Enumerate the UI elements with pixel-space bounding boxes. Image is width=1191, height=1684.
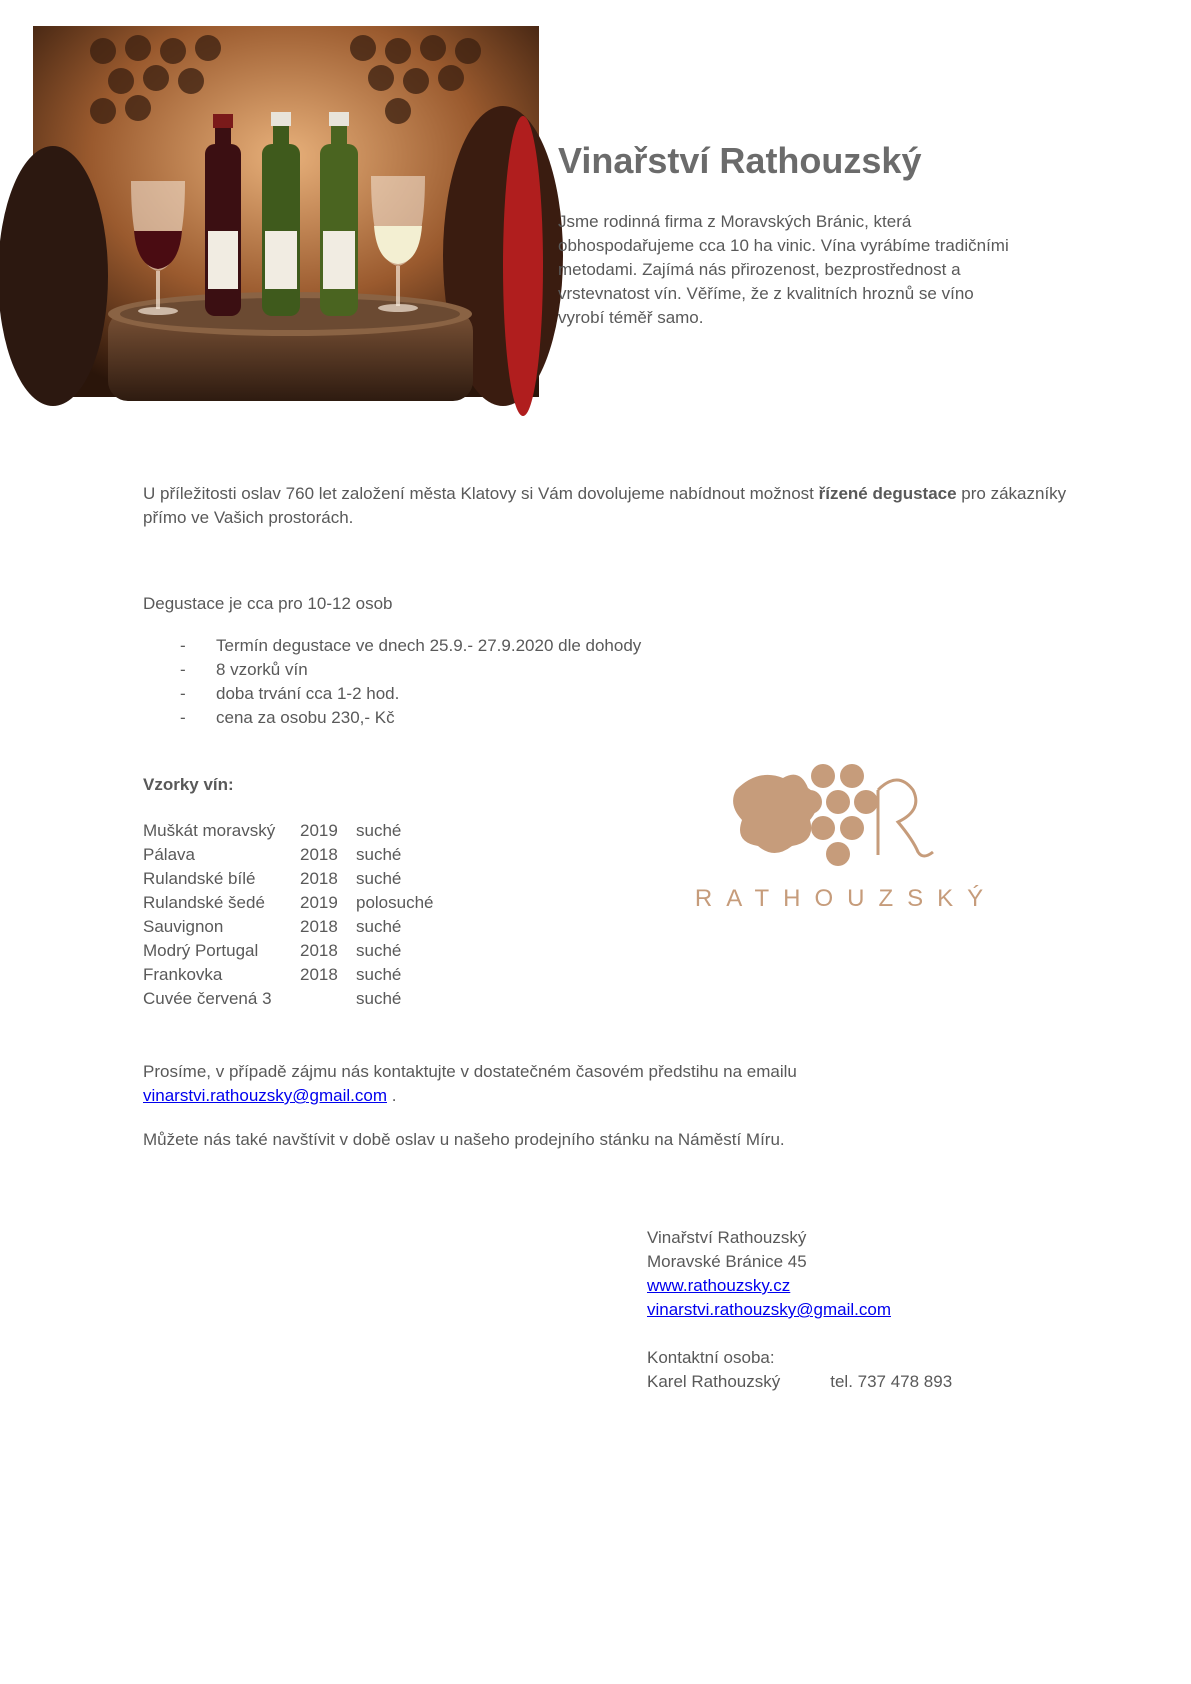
list-item	[143, 706, 641, 730]
wine-year	[300, 987, 356, 1011]
intro-paragraph: Jsme rodinná firma z Moravských Bránic, která obhospodařujeme cca 10 ha vinic. Vína vyrábíme tradičními metodami. Zajímá nás přirozenost, bezprostřednost a vrstevnatost vín. Věříme, že z kvalitních hroznů se víno vyrobí téměř samo.	[558, 212, 1009, 327]
list-item	[143, 682, 641, 706]
visit-paragraph: Můžete nás také navštívit v době oslav u našeho prodejního stánku na Náměstí Míru.	[143, 1130, 785, 1149]
wine-type: suché	[356, 989, 402, 1008]
wine-type: polosuché	[356, 893, 434, 912]
table-row	[143, 915, 434, 939]
wine-year: 2018	[300, 917, 338, 936]
offer-paragraph	[143, 482, 1073, 530]
list-item-text: Termín degustace ve dnech 25.9.- 27.9.2020 dle dohody	[216, 636, 642, 655]
contact-end: .	[387, 1086, 397, 1105]
signature-address: Moravské Bránice 45	[647, 1252, 807, 1271]
samples-heading: Vzorky vín:	[143, 775, 234, 794]
wine-cellar-illustration	[33, 26, 539, 397]
contact-person-label: Kontaktní osoba:	[647, 1348, 775, 1367]
contact-paragraph	[143, 1060, 1043, 1108]
contact-person-line	[647, 1370, 952, 1394]
page-title: Vinařství Rathouzský	[558, 140, 922, 181]
table-row	[143, 867, 434, 891]
wine-name: Muškát moravský	[143, 821, 276, 840]
table-row	[143, 891, 434, 915]
spacer	[647, 1322, 952, 1346]
tasting-capacity: Degustace je cca pro 10-12 osob	[143, 594, 393, 613]
table-row	[143, 963, 434, 987]
table-row	[143, 819, 434, 843]
wine-name: Cuvée červená 3	[143, 989, 272, 1008]
wine-type: suché	[356, 965, 402, 984]
list-dash: -	[180, 708, 186, 727]
contact-email-line	[143, 1084, 1043, 1108]
list-item-text: cena za osobu 230,- Kč	[216, 708, 395, 727]
wine-type: suché	[356, 845, 402, 864]
offer-text-before: U příležitosti oslav 760 let založení města Klatovy si Vám dovolujeme nabídnout možnost	[143, 484, 819, 503]
contact-person-name: Karel Rathouzský	[647, 1372, 781, 1391]
wine-name: Frankovka	[143, 965, 223, 984]
wine-type: suché	[356, 821, 402, 840]
rathouzsky-logo	[694, 760, 998, 920]
wine-year: 2018	[300, 941, 338, 960]
list-dash: -	[180, 636, 186, 655]
wine-samples-table	[143, 819, 434, 1011]
table-row	[143, 939, 434, 963]
wine-type: suché	[356, 869, 402, 888]
wine-name: Rulandské šedé	[143, 893, 265, 912]
signature-email-link[interactable]: vinarstvi.rathouzsky@gmail.com	[647, 1300, 891, 1319]
wine-name: Pálava	[143, 845, 195, 864]
list-item	[143, 658, 641, 682]
grape-logo-icon	[694, 760, 998, 920]
wine-type: suché	[356, 941, 402, 960]
table-row	[143, 987, 434, 1011]
wine-name: Modrý Portugal	[143, 941, 259, 960]
offer-text-bold: řízené degustace	[818, 484, 957, 503]
wine-type: suché	[356, 917, 402, 936]
logo-wordmark: RATHOUZSKÝ	[694, 885, 998, 912]
wine-name: Sauvignon	[143, 917, 224, 936]
wine-cellar-photo	[33, 26, 539, 397]
list-dash: -	[180, 684, 186, 703]
list-item	[143, 634, 641, 658]
signature-company: Vinařství Rathouzský	[647, 1228, 807, 1247]
wine-year: 2019	[300, 893, 338, 912]
contact-phone: tel. 737 478 893	[830, 1372, 953, 1391]
contact-email-link[interactable]: vinarstvi.rathouzsky@gmail.com	[143, 1086, 387, 1105]
list-item-text: 8 vzorků vín	[216, 660, 308, 679]
tasting-terms-list	[143, 634, 641, 730]
list-item-text: doba trvání cca 1-2 hod.	[216, 684, 400, 703]
website-link[interactable]: www.rathouzsky.cz	[647, 1276, 791, 1295]
list-dash: -	[180, 660, 186, 679]
wine-year: 2019	[300, 821, 338, 840]
wine-year: 2018	[300, 965, 338, 984]
offer-text-after: pro zákazníky přímo ve Vašich prostorách.	[143, 484, 1067, 527]
contact-text: Prosíme, v případě zájmu nás kontaktujte v dostatečném časovém předstihu na emailu	[143, 1062, 797, 1081]
table-row	[143, 843, 434, 867]
wine-year: 2018	[300, 845, 338, 864]
wine-name: Rulandské bílé	[143, 869, 256, 888]
signature-block	[647, 1226, 952, 1394]
wine-year: 2018	[300, 869, 338, 888]
